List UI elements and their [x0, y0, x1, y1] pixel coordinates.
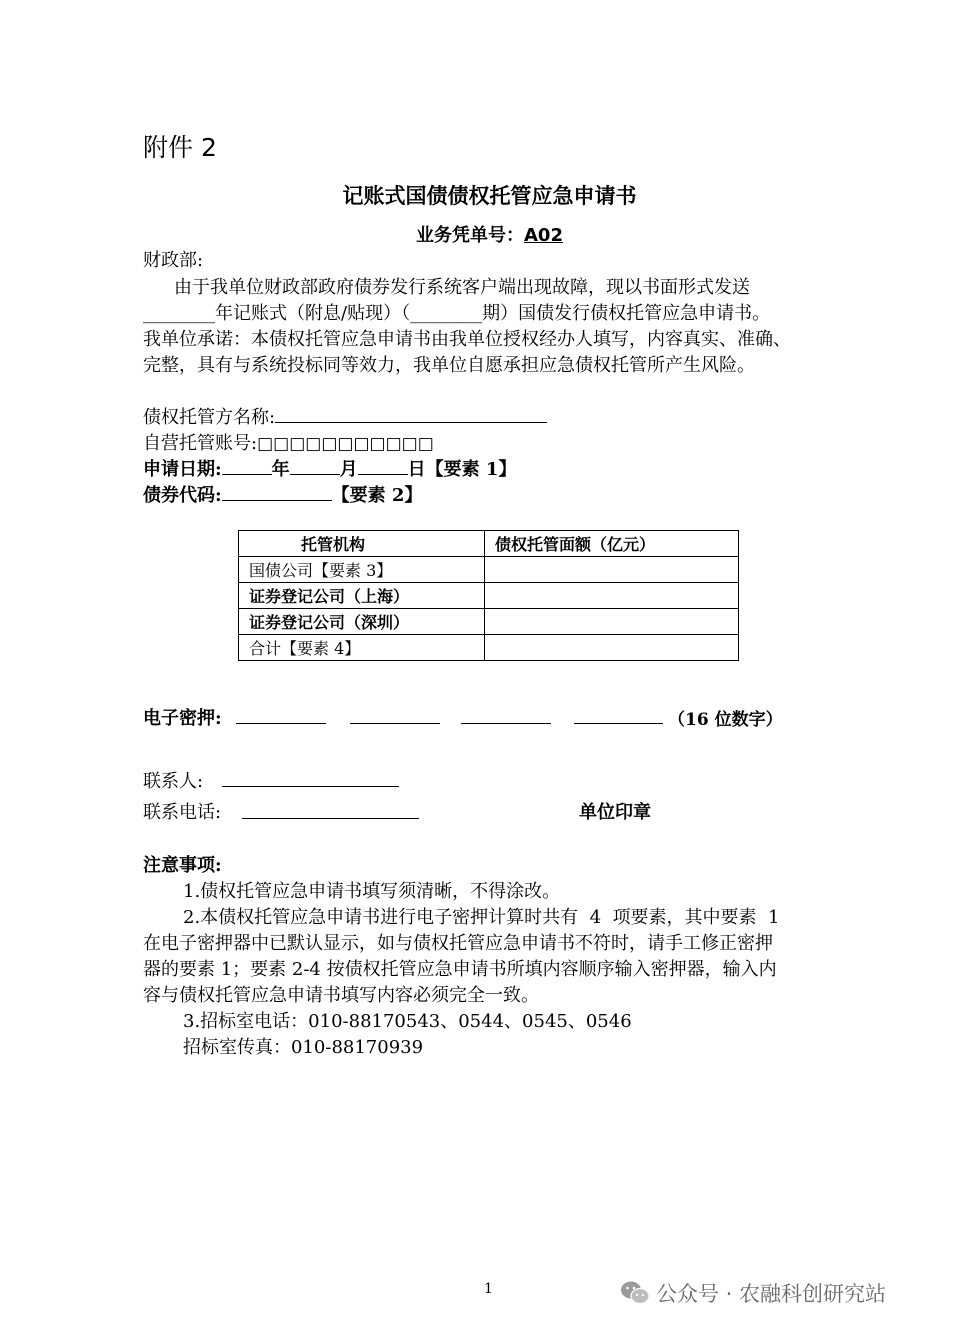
cipher-field-2[interactable] [350, 723, 440, 724]
seal-label: 单位印章 [579, 802, 651, 823]
custodian-label: 债权托管方名称: [143, 407, 276, 428]
note-3: 3.招标室电话：010-88170543、0544、0545、0546 [183, 1011, 632, 1032]
year-blank[interactable]: ________ [143, 303, 215, 324]
addressee: 财政部: [143, 250, 204, 271]
voucher-line [0, 221, 979, 247]
table-row [239, 609, 739, 635]
row-label: 证券登记公司（上海） [239, 583, 485, 609]
body-line-2b: 期）国债发行债权托管应急申请书。 [482, 303, 771, 324]
note-1: 1.债权托管应急申请书填写须清晰，不得涂改。 [183, 881, 561, 902]
bond-code-row [143, 481, 422, 507]
bond-code-tag: 【要素 2】 [331, 485, 423, 506]
date-month-label: 月 [339, 459, 358, 480]
voucher-number: A02 [524, 225, 563, 246]
cipher-field-3[interactable] [461, 723, 551, 724]
row-label: 合计【要素 4】 [239, 635, 485, 661]
date-row [143, 455, 516, 481]
document-title: 记账式国债债权托管应急申请书 [342, 184, 637, 208]
voucher-label: 业务凭单号： [416, 225, 524, 246]
amount-cell[interactable] [485, 557, 739, 583]
account-label: 自营托管账号: [143, 433, 258, 454]
account-boxes[interactable]: □□□□□□□□□□□ [257, 434, 434, 454]
page-number: 1 [484, 1281, 493, 1297]
table-row [239, 583, 739, 609]
header-amount: 债权托管面额（亿元） [485, 531, 739, 557]
date-year-field[interactable] [222, 456, 272, 475]
table-row [239, 557, 739, 583]
custodian-row [143, 403, 547, 429]
date-day-label: 日【要素 1】 [407, 459, 517, 480]
contact-label: 联系人: [143, 771, 204, 792]
amount-cell[interactable] [485, 609, 739, 635]
note-4: 招标室传真：010-88170939 [183, 1037, 424, 1058]
phone-label: 联系电话: [143, 802, 222, 823]
amount-cell[interactable] [485, 635, 739, 661]
note-2-line-1: 2.本债权托管应急申请书进行电子密押计算时共有 4 项要素，其中要素 1 [183, 907, 780, 928]
body-line-4: 完整，具有与系统投标同等效力，我单位自愿承担应急债权托管所产生风险。 [143, 355, 755, 376]
wechat-icon [620, 1280, 650, 1311]
notes-title: 注意事项: [143, 855, 222, 876]
body-line-2 [143, 299, 770, 325]
body-line-1: 由于我单位财政部政府债券发行系统客户端出现故障，现以书面形式发送 [174, 277, 750, 298]
date-day-field[interactable] [358, 456, 408, 475]
date-month-field[interactable] [290, 456, 340, 475]
cipher-field-4[interactable] [574, 723, 663, 724]
amount-cell[interactable] [485, 583, 739, 609]
table-row [239, 635, 739, 661]
row-label: 证券登记公司（深圳） [239, 609, 485, 635]
table-header-row [239, 531, 739, 557]
note-2-line-4: 容与债权托管应急申请书填写内容必须完全一致。 [143, 985, 539, 1006]
body-line-2a: 年记账式（附息/贴现）（ [215, 303, 411, 324]
custody-table [238, 530, 739, 661]
bond-code-field[interactable] [222, 482, 332, 501]
watermark-text: 公众号 · 农融科创研究站 [656, 1282, 887, 1306]
bond-code-label: 债券代码: [143, 485, 222, 506]
note-2-line-2: 在电子密押器中已默认显示，如与债权托管应急申请书不符时，请手工修正密押 [143, 933, 773, 954]
watermark [620, 1278, 886, 1311]
cipher-note: （16 位数字） [668, 710, 783, 730]
cipher-label: 电子密押: [143, 708, 222, 729]
phone-field[interactable] [242, 818, 419, 819]
date-label: 申请日期: [143, 459, 222, 480]
issue-blank[interactable]: ________ [410, 303, 483, 324]
custodian-name-field[interactable] [275, 404, 547, 423]
account-row [143, 429, 434, 455]
note-2-line-3: 器的要素 1；要素 2-4 按债权托管应急申请书所填内容顺序输入密押器，输入内 [143, 959, 777, 980]
attachment-label: 附件 2 [143, 133, 217, 162]
header-custodian: 托管机构 [239, 531, 485, 557]
row-label: 国债公司【要素 3】 [239, 557, 485, 583]
cipher-field-1[interactable] [236, 723, 326, 724]
date-year-label: 年 [271, 459, 290, 480]
body-line-3: 我单位承诺：本债权托管应急申请书由我单位授权经办人填写，内容真实、准确、 [143, 329, 791, 350]
contact-field[interactable] [222, 786, 399, 787]
